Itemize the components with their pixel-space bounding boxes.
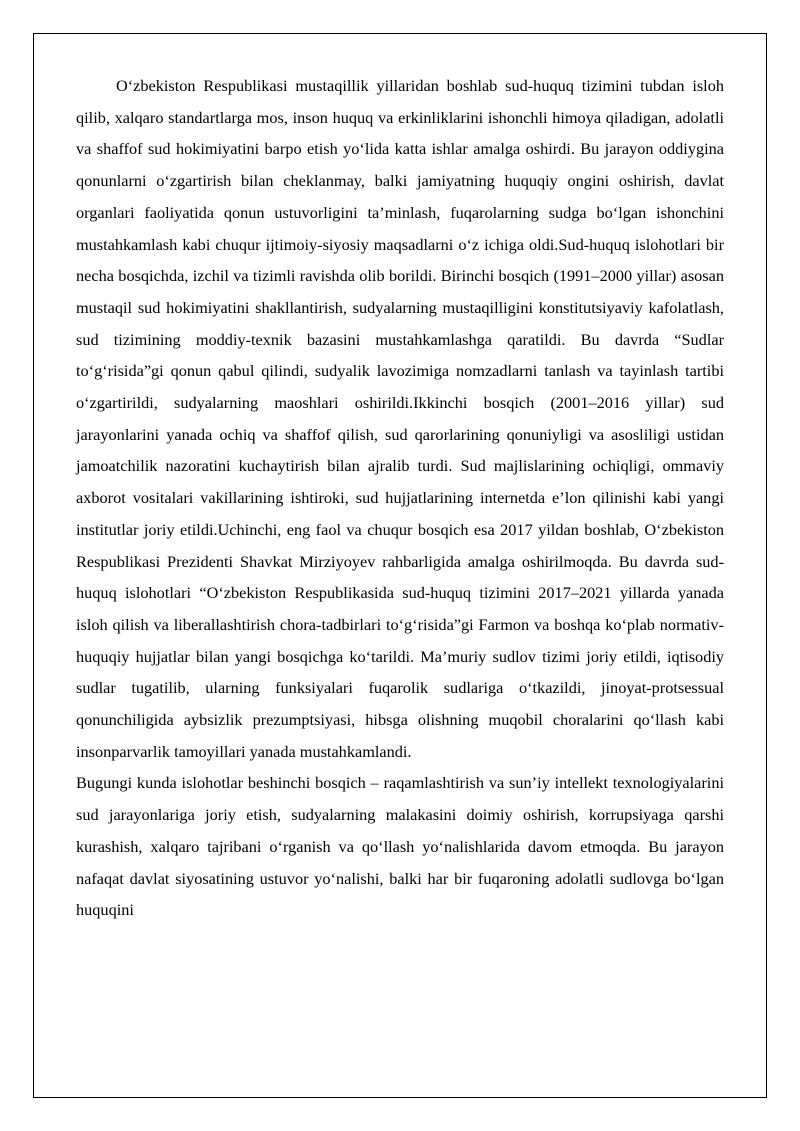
paragraph-1: O‘zbekiston Respublikasi mustaqillik yillaridan boshlab sud-huquq tizimini tubdan isloh qilib, xalqaro standartlarga mos, inson huquq va erkinliklarini ishonchli himoya qiladigan, adolatli va shaffof sud hokimiyatini barpo etish yo‘lida katta ishlar amalga oshirdi. Bu jarayon oddiygina qonunlarni o‘zgartirish bilan cheklanmay, balki jamiyatning huquqiy ongini oshirish, davlat organlari faoliyatida qonun ustuvorligini ta’minlash, fuqarolarning sudga bo‘lgan ishonchini mustahkamlash kabi chuqur ijtimoiy-siyosiy maqsadlarni o‘z ichiga oldi.Sud-huquq islohotlari bir necha bosqichda, izchil va tizimli ravishda olib borildi. Birinchi bosqich (1991–2000 yillar) asosan mustaqil sud hokimiyatini shakllantirish, sudyalarning mustaqilligini konstitutsiyaviy kafolatlash, sud tizimining moddiy-texnik bazasini mustahkamlashga qaratildi. Bu davrda “Sudlar to‘g‘risida”gi qonun qabul qilindi, sudyalik lavozimiga nomzadlarni tanlash va tayinlash tartibi o‘zgartirildi, sudyalarning maoshlari oshirildi.Ikkinchi bosqich (2001–2016 yillar) sud jarayonlarini yanada ochiq va shaffof qilish, sud qarorlarining qonuniyligi va asosliligi ustidan jamoatchilik nazoratini kuchaytirish bilan ajralib turdi. Sud majlislarining ochiqligi, ommaviy axborot vositalari vakillarining ishtiroki, sud hujjatlarining internetda e’lon qilinishi kabi yangi institutlar joriy etildi.Uchinchi, eng faol va chuqur bosqich esa 2017 yildan boshlab, O‘zbekiston Respublikasi Prezidenti Shavkat Mirziyoyev rahbarligida amalga oshirilmoqda. Bu davrda sud-huquq islohotlari “O‘zbekiston Respublikasida sud-huquq tizimini 2017–2021 yillarda yanada isloh qilish va liberallashtirish chora-tadbirlari to‘g‘risida”gi Farmon va boshqa ko‘plab normativ-huquqiy hujjatlar bilan yangi bosqichga ko‘tarildi. Ma’muriy sudlov tizimi joriy etildi, iqtisodiy sudlar tugatilib, ularning funksiyalari fuqarolik sudlariga o‘tkazildi, jinoyat-protsessual qonunchiligida aybsizlik prezumptsiyasi, hibsga olishning muqobil choralarini qo‘llash kabi insonparvarlik tamoyillari yanada mustahkamlandi. [76,76,724,761]
document-body [76,70,724,926]
paragraph-2: Bugungi kunda islohotlar beshinchi bosqich – raqamlashtirish va sun’iy intellekt texnologiyalarini sud jarayonlariga joriy etish, sudyalarning malakasini doimiy oshirish, korrupsiyaga qarshi kurashish, xalqaro tajribani o‘rganish va qo‘llash yo‘nalishlarida davom etmoqda. Bu jarayon nafaqat davlat siyosatining ustuvor yo‘nalishi, balki har bir fuqaroning adolatli sudlovga bo‘lgan huquqini [76,773,724,920]
